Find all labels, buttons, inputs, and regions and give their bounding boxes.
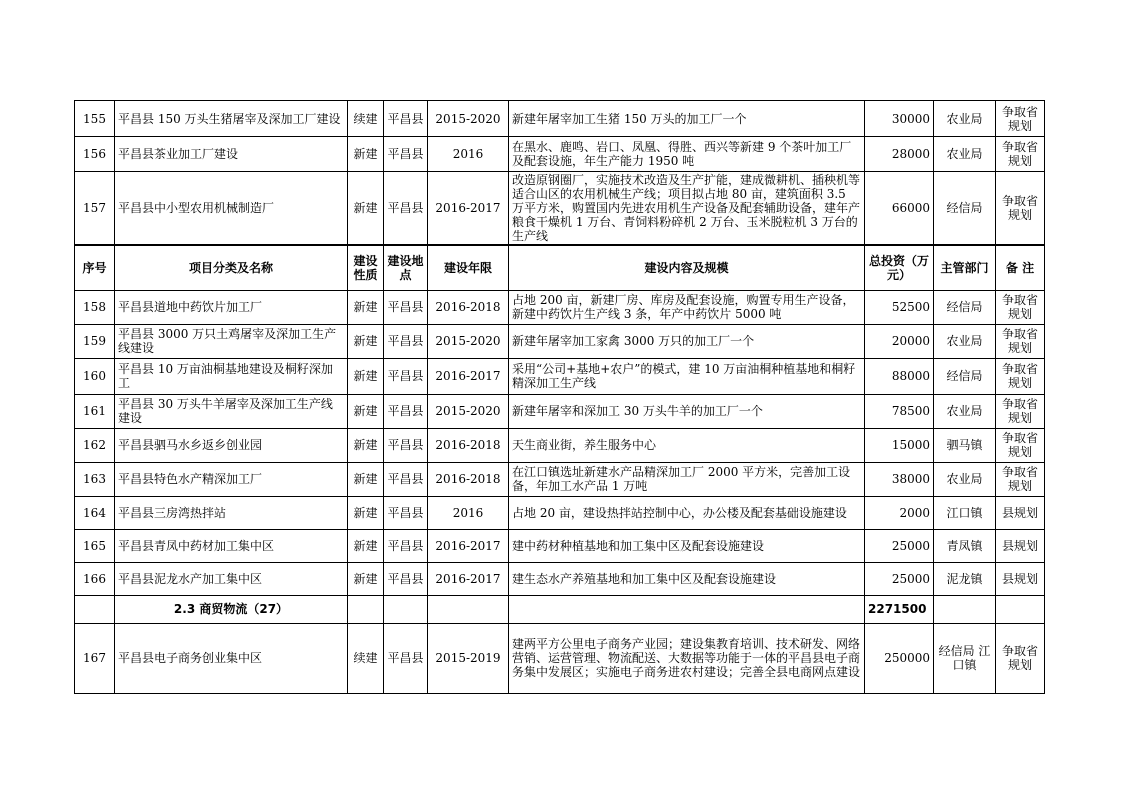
row-years: 2016	[428, 137, 509, 172]
row-no: 160	[75, 358, 115, 394]
row-dept: 农业局	[934, 394, 996, 428]
row-dept: 农业局	[934, 101, 996, 137]
row-investment: 30000	[865, 101, 934, 137]
row-no: 157	[75, 172, 115, 246]
header-remark: 备 注	[996, 245, 1045, 290]
project-table	[74, 100, 1045, 694]
row-years: 2015-2020	[428, 101, 509, 137]
row-years: 2015-2019	[428, 623, 509, 693]
row-years: 2016	[428, 496, 509, 529]
row-no: 162	[75, 428, 115, 462]
row-nature: 续建	[348, 623, 384, 693]
row-name: 平昌县 30 万头牛羊屠宰及深加工生产线建设	[115, 394, 348, 428]
row-remark: 争取省规划	[996, 172, 1045, 246]
row-remark: 争取省规划	[996, 358, 1045, 394]
row-nature: 新建	[348, 496, 384, 529]
row-nature: 新建	[348, 172, 384, 246]
section-name: 2.3 商贸物流（27）	[115, 595, 348, 623]
row-dept: 经信局 江口镇	[934, 623, 996, 693]
row-content: 建两平方公里电子商务产业园；建设集教育培训、技术研发、网络营销、运营管理、物流配送、大数据等功能于一体的平昌县电子商务集中发展区；实施电子商务进农村建设；完善全县电商网点建设	[509, 623, 865, 693]
row-no: 163	[75, 462, 115, 496]
row-investment: 88000	[865, 358, 934, 394]
row-location: 平昌县	[384, 529, 428, 562]
row-name: 平昌县茶业加工厂建设	[115, 137, 348, 172]
row-location: 平昌县	[384, 172, 428, 246]
table-row	[75, 358, 1045, 394]
header-name: 项目分类及名称	[115, 245, 348, 290]
table-row	[75, 529, 1045, 562]
table-row	[75, 290, 1045, 324]
row-nature: 新建	[348, 428, 384, 462]
row-remark: 争取省规划	[996, 324, 1045, 358]
row-years: 2016-2018	[428, 462, 509, 496]
header-years: 建设年限	[428, 245, 509, 290]
row-location: 平昌县	[384, 623, 428, 693]
row-dept: 驷马镇	[934, 428, 996, 462]
row-content: 改造原钢圈厂，实施技术改造及生产扩能，建成微耕机、插秧机等适合山区的农用机械生产线；项目拟占地 80 亩，建筑面积 3.5 万平方米，购置国内先进农用机生产设备及配套辅助设备，建年产粮食干燥机 1 万台、青饲料粉碎机 2 万台、玉米脱粒机 3 万台的生产线	[509, 172, 865, 246]
row-location: 平昌县	[384, 496, 428, 529]
row-content: 占地 200 亩，新建厂房、库房及配套设施，购置专用生产设备，新建中药饮片生产线 3 条，年产中药饮片 5000 吨	[509, 290, 865, 324]
row-investment: 78500	[865, 394, 934, 428]
table-row	[75, 428, 1045, 462]
header-investment: 总投资（万元）	[865, 245, 934, 290]
row-nature: 新建	[348, 358, 384, 394]
table-row	[75, 172, 1045, 246]
row-dept: 青凤镇	[934, 529, 996, 562]
table-row	[75, 137, 1045, 172]
row-years: 2016-2018	[428, 290, 509, 324]
row-no: 166	[75, 562, 115, 595]
row-name: 平昌县青凤中药材加工集中区	[115, 529, 348, 562]
row-investment: 38000	[865, 462, 934, 496]
header-location: 建设地点	[384, 245, 428, 290]
row-remark: 争取省规划	[996, 462, 1045, 496]
row-name: 平昌县泥龙水产加工集中区	[115, 562, 348, 595]
row-remark: 争取省规划	[996, 428, 1045, 462]
row-remark: 争取省规划	[996, 101, 1045, 137]
row-no: 158	[75, 290, 115, 324]
header-dept: 主管部门	[934, 245, 996, 290]
row-content: 占地 20 亩，建设热拌站控制中心，办公楼及配套基础设施建设	[509, 496, 865, 529]
row-no: 159	[75, 324, 115, 358]
row-name: 平昌县 150 万头生猪屠宰及深加工厂建设	[115, 101, 348, 137]
row-no: 156	[75, 137, 115, 172]
row-location: 平昌县	[384, 101, 428, 137]
row-nature: 新建	[348, 529, 384, 562]
row-location: 平昌县	[384, 394, 428, 428]
row-content: 建生态水产养殖基地和加工集中区及配套设施建设	[509, 562, 865, 595]
row-nature: 新建	[348, 394, 384, 428]
row-content: 在江口镇选址新建水产品精深加工厂 2000 平方米，完善加工设备，年加工水产品 1 万吨	[509, 462, 865, 496]
row-name: 平昌县三房湾热拌站	[115, 496, 348, 529]
section-total: 2271500	[865, 595, 934, 623]
table-row	[75, 562, 1045, 595]
table-row	[75, 623, 1045, 693]
row-investment: 25000	[865, 529, 934, 562]
row-years: 2016-2017	[428, 172, 509, 246]
row-nature: 新建	[348, 324, 384, 358]
header-content: 建设内容及规模	[509, 245, 865, 290]
row-content: 建中药材种植基地和加工集中区及配套设施建设	[509, 529, 865, 562]
row-name: 平昌县电子商务创业集中区	[115, 623, 348, 693]
table-row	[75, 496, 1045, 529]
row-years: 2015-2020	[428, 394, 509, 428]
row-investment: 52500	[865, 290, 934, 324]
row-investment: 25000	[865, 562, 934, 595]
row-location: 平昌县	[384, 324, 428, 358]
row-location: 平昌县	[384, 462, 428, 496]
row-dept: 农业局	[934, 462, 996, 496]
row-remark: 县规划	[996, 529, 1045, 562]
header-nature: 建设性质	[348, 245, 384, 290]
row-remark: 争取省规划	[996, 394, 1045, 428]
row-years: 2016-2017	[428, 358, 509, 394]
table-row	[75, 101, 1045, 137]
row-dept: 泥龙镇	[934, 562, 996, 595]
row-no: 167	[75, 623, 115, 693]
row-name: 平昌县特色水产精深加工厂	[115, 462, 348, 496]
row-dept: 农业局	[934, 324, 996, 358]
row-content: 新建年屠宰加工生猪 150 万头的加工厂一个	[509, 101, 865, 137]
table-row	[75, 394, 1045, 428]
row-name: 平昌县 3000 万只土鸡屠宰及深加工生产线建设	[115, 324, 348, 358]
row-years: 2015-2020	[428, 324, 509, 358]
row-nature: 新建	[348, 462, 384, 496]
row-investment: 28000	[865, 137, 934, 172]
header-no: 序号	[75, 245, 115, 290]
row-nature: 续建	[348, 101, 384, 137]
row-dept: 经信局	[934, 290, 996, 324]
row-content: 新建年屠宰和深加工 30 万头牛羊的加工厂一个	[509, 394, 865, 428]
row-content: 在黑水、鹿鸣、岩口、凤凰、得胜、西兴等新建 9 个茶叶加工厂及配套设施，年生产能力 1950 吨	[509, 137, 865, 172]
row-no: 164	[75, 496, 115, 529]
row-location: 平昌县	[384, 290, 428, 324]
row-remark: 争取省规划	[996, 137, 1045, 172]
row-name: 平昌县道地中药饮片加工厂	[115, 290, 348, 324]
row-location: 平昌县	[384, 562, 428, 595]
row-name: 平昌县中小型农用机械制造厂	[115, 172, 348, 246]
table-row	[75, 462, 1045, 496]
table-header-row	[75, 245, 1045, 290]
row-content: 新建年屠宰加工家禽 3000 万只的加工厂一个	[509, 324, 865, 358]
row-investment: 250000	[865, 623, 934, 693]
row-no: 161	[75, 394, 115, 428]
section-row	[75, 595, 1045, 623]
row-content: 天生商业街，养生服务中心	[509, 428, 865, 462]
row-location: 平昌县	[384, 358, 428, 394]
row-location: 平昌县	[384, 137, 428, 172]
row-years: 2016-2017	[428, 562, 509, 595]
row-investment: 2000	[865, 496, 934, 529]
row-years: 2016-2017	[428, 529, 509, 562]
row-nature: 新建	[348, 290, 384, 324]
row-dept: 江口镇	[934, 496, 996, 529]
row-investment: 15000	[865, 428, 934, 462]
row-remark: 争取省规划	[996, 290, 1045, 324]
row-name: 平昌县驷马水乡返乡创业园	[115, 428, 348, 462]
row-nature: 新建	[348, 137, 384, 172]
row-name: 平昌县 10 万亩油桐基地建设及桐籽深加工	[115, 358, 348, 394]
row-dept: 农业局	[934, 137, 996, 172]
row-remark: 县规划	[996, 562, 1045, 595]
row-years: 2016-2018	[428, 428, 509, 462]
row-no: 155	[75, 101, 115, 137]
row-remark: 县规划	[996, 496, 1045, 529]
row-nature: 新建	[348, 562, 384, 595]
row-investment: 20000	[865, 324, 934, 358]
row-content: 采用“公司+基地+农户”的模式，建 10 万亩油桐种植基地和桐籽精深加工生产线	[509, 358, 865, 394]
row-investment: 66000	[865, 172, 934, 246]
table-row	[75, 324, 1045, 358]
row-dept: 经信局	[934, 358, 996, 394]
row-no: 165	[75, 529, 115, 562]
row-dept: 经信局	[934, 172, 996, 246]
row-location: 平昌县	[384, 428, 428, 462]
row-remark: 争取省规划	[996, 623, 1045, 693]
